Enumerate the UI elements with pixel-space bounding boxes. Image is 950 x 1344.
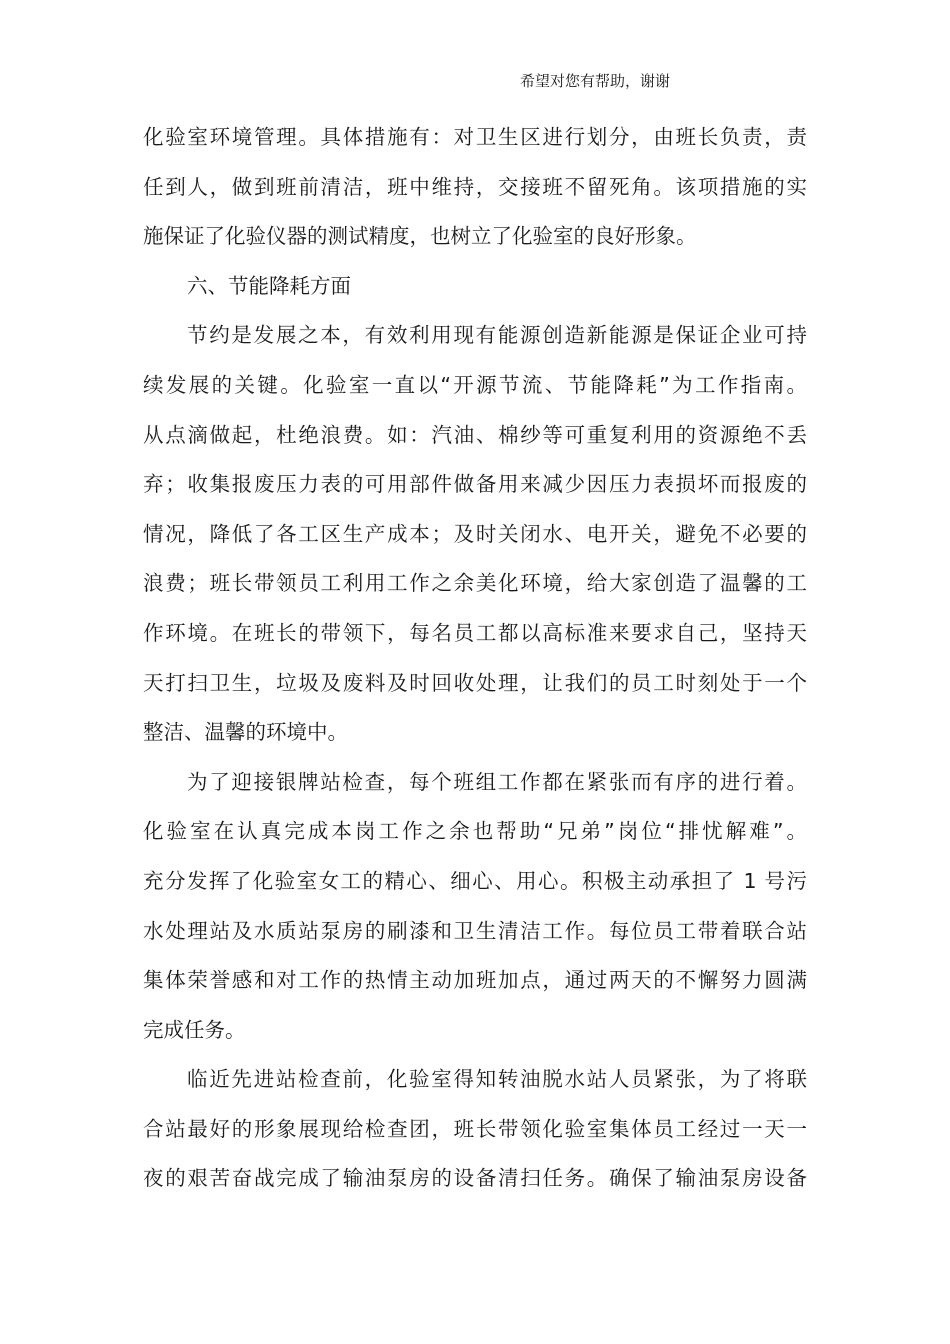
header-note: 希望对您有帮助，谢谢	[520, 72, 671, 90]
text-line: 情况，降低了各工区生产成本；及时关闭水、电开关，避免不必要的	[143, 521, 807, 546]
text-line: 从点滴做起，杜绝浪费。如：汽油、棉纱等可重复利用的资源绝不丢	[143, 422, 807, 447]
body-text	[143, 113, 807, 1204]
text-line: 任到人，做到班前清洁，班中维持，交接班不留死角。该项措施的实	[143, 174, 807, 199]
text-line: 施保证了化验仪器的测试精度，也树立了化验室的良好形象。	[143, 224, 697, 249]
text-line: 为了迎接银牌站检查，每个班组工作都在紧张而有序的进行着。	[187, 769, 807, 794]
text-line: 合站最好的形象展现给检查团，班长带领化验室集体员工经过一天一	[143, 1116, 807, 1141]
text-line: 水处理站及水质站泵房的刷漆和卫生清洁工作。每位员工带着联合站	[143, 918, 807, 943]
text-line: 集体荣誉感和对工作的热情主动加班加点，通过两天的不懈努力圆满	[143, 968, 807, 993]
text-line: 临近先进站检查前，化验室得知转油脱水站人员紧张，为了将联	[187, 1067, 807, 1092]
text-line: 浪费；班长带领员工利用工作之余美化环境，给大家创造了温馨的工	[143, 571, 807, 596]
text-line: 化验室环境管理。具体措施有：对卫生区进行划分，由班长负责，责	[143, 125, 807, 149]
section-heading: 六、节能降耗方面	[187, 273, 351, 298]
text-line: 充分发挥了化验室女工的精心、细心、用心。积极主动承担了 1 号污	[143, 868, 807, 893]
text-line: 续发展的关键。化验室一直以“开源节流、节能降耗”为工作指南。	[143, 372, 807, 397]
text-line: 天打扫卫生，垃圾及废料及时回收处理，让我们的员工时刻处于一个	[143, 670, 807, 695]
text-line: 化验室在认真完成本岗工作之余也帮助“兄弟”岗位“排忧解难”。	[143, 819, 807, 844]
text-line: 整洁、温馨的环境中。	[143, 720, 348, 745]
text-line: 完成任务。	[143, 1017, 246, 1042]
text-line: 作环境。在班长的带领下，每名员工都以高标准来要求自己，坚持天	[143, 620, 807, 645]
text-line: 夜的艰苦奋战完成了输油泵房的设备清扫任务。确保了输油泵房设备	[143, 1166, 807, 1191]
text-line: 节约是发展之本，有效利用现有能源创造新能源是保证企业可持	[187, 323, 807, 348]
text-line: 弃；收集报废压力表的可用部件做备用来减少因压力表损坏而报废的	[143, 472, 807, 497]
